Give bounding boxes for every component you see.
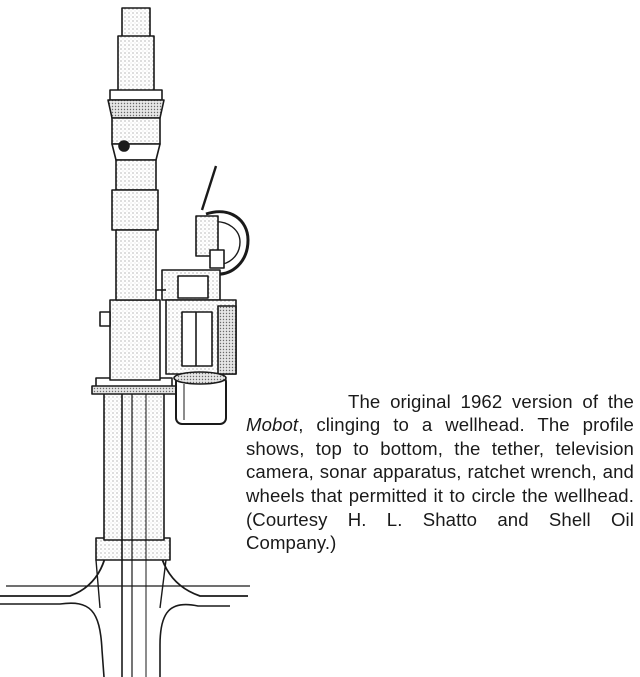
mandrel-upper xyxy=(108,8,164,300)
sonar-apparatus xyxy=(156,270,220,300)
caption-part1: The original 1962 version of the xyxy=(348,390,634,412)
caption-part2: , clinging to a wellhead. The profile shows, top to bottom, the tether, television camera, sonar apparatus, ratchet wrench, and wheels that permitted it to circle the wellhead. (Courtesy H. L. Shatto and Shell Oil Company.) xyxy=(246,414,634,554)
wellhead-base xyxy=(0,520,250,677)
tether xyxy=(202,166,216,210)
television-camera xyxy=(196,212,248,274)
caption-italic-mobot: Mobot xyxy=(246,414,299,436)
ratchet-wrench xyxy=(166,300,236,374)
figure-caption xyxy=(246,390,634,555)
wheels xyxy=(174,372,226,424)
